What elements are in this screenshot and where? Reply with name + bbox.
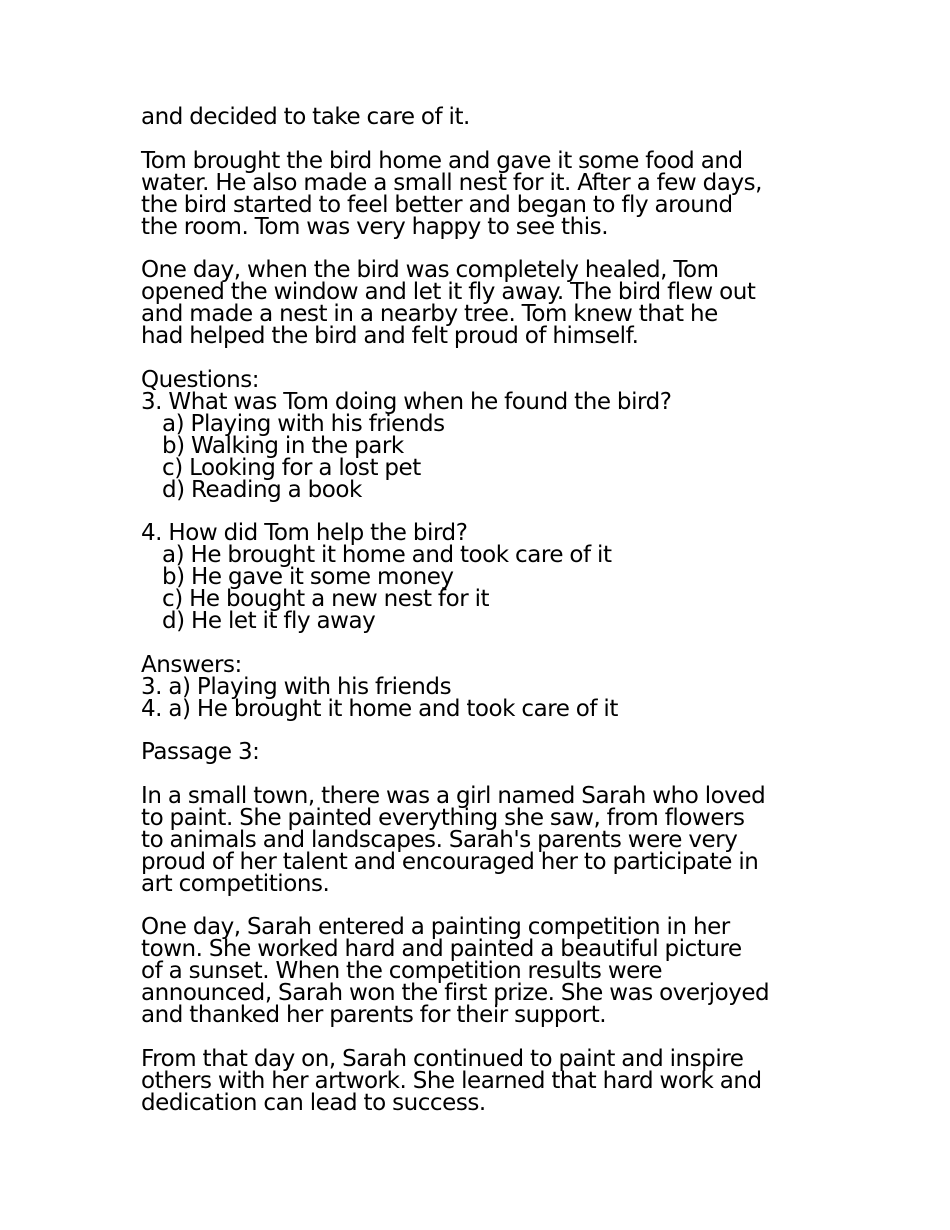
passage3-title: Passage 3:	[141, 739, 260, 765]
text-line: announced, Sarah won the first prize. She was overjoyed	[141, 980, 770, 1006]
text-line: dedication can lead to success.	[141, 1089, 486, 1116]
text-line: the bird started to feel better and began to fly around	[141, 191, 733, 218]
answer-option: b) He gave it some money	[162, 564, 454, 590]
text-line: From that day on, Sarah continued to paint and inspire	[141, 1045, 744, 1072]
answer-option: d) He let it fly away	[162, 608, 376, 634]
question-text: 4. How did Tom help the bird?	[141, 520, 468, 546]
passage2-paragraph-2	[141, 259, 831, 347]
question-text: 3. What was Tom doing when he found the bird?	[141, 388, 672, 415]
passage2-paragraph-1	[141, 147, 831, 240]
intro-fragment: and decided to take care of it.	[141, 104, 470, 130]
text-line: the room. Tom was very happy to see this.	[141, 213, 609, 240]
questions-section	[141, 366, 831, 634]
text-line: to paint. She painted everything she saw, from flowers	[141, 804, 745, 831]
document-page	[141, 106, 831, 1114]
text-line: of a sunset. When the competition results were	[141, 958, 663, 984]
answer-item: 4. a) He brought it home and took care of it	[141, 695, 618, 722]
text-line: and made a nest in a nearby tree. Tom knew that he	[141, 301, 718, 327]
text-line: to animals and landscapes. Sarah's parents were very	[141, 826, 738, 853]
text-line: others with her artwork. She learned that hard work and	[141, 1067, 762, 1094]
text-line: One day, Sarah entered a painting competition in her	[141, 914, 730, 940]
text-line: In a small town, there was a girl named Sarah who loved	[141, 782, 766, 809]
text-line: water. He also made a small nest for it. After a few days,	[141, 169, 763, 196]
text-line: art competitions.	[141, 870, 330, 897]
answer-option: c) Looking for a lost pet	[162, 454, 421, 481]
question-3	[141, 388, 831, 503]
text-line: opened the window and let it fly away. The bird flew out	[141, 279, 756, 305]
text-line: Tom brought the bird home and gave it some food and	[141, 147, 743, 174]
answer-item: 3. a) Playing with his friends	[141, 673, 452, 700]
question-4	[141, 522, 831, 632]
answer-option: c) He bought a new nest for it	[162, 586, 490, 612]
answer-option: a) Playing with his friends	[162, 410, 445, 437]
passage3-paragraph-2	[141, 916, 831, 1026]
text-line: town. She worked hard and painted a beautiful picture	[141, 936, 742, 962]
answer-option: d) Reading a book	[162, 476, 362, 503]
text-line: had helped the bird and felt proud of himself.	[141, 323, 639, 349]
answer-option: b) Walking in the park	[162, 432, 404, 459]
text-line: One day, when the bird was completely healed, Tom	[141, 257, 719, 283]
answer-option: a) He brought it home and took care of it	[162, 542, 612, 568]
answers-label: Answers:	[141, 651, 242, 678]
passage3-paragraph-1	[141, 782, 831, 897]
text-line: and thanked her parents for their support.	[141, 1002, 607, 1028]
passage3-paragraph-3	[141, 1045, 831, 1116]
text-line: proud of her talent and encouraged her to participate in	[141, 848, 759, 875]
questions-label: Questions:	[141, 366, 260, 393]
answers-section	[141, 651, 831, 722]
